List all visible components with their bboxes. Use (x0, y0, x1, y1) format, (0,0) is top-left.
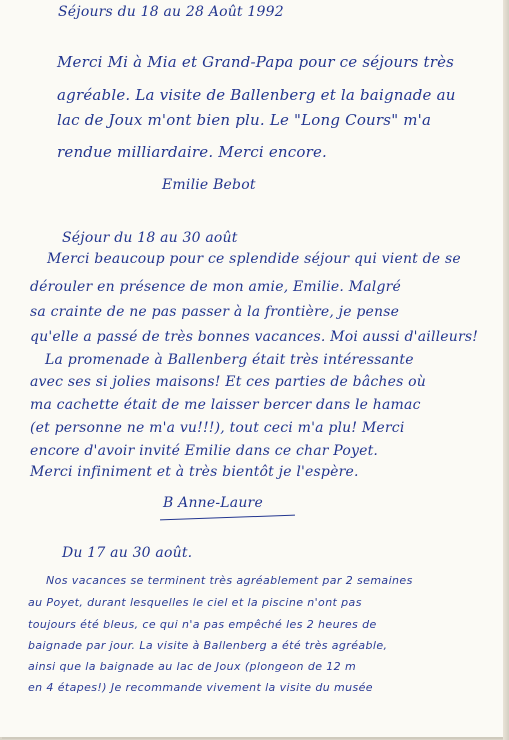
entry-3-line: en 4 étapes!) Je recommande vivement la visite du musée (28, 681, 373, 694)
entry-2-line: dérouler en présence de mon amie, Emilie. Malgré (30, 279, 402, 295)
entry-2-line: sa crainte de ne pas passer à la frontière, je pense (30, 304, 400, 320)
entry-3-line: baignade par jour. La visite à Ballenberg a été très agréable, (28, 639, 388, 652)
entry-3-line: au Poyet, durant lesquelles le ciel et la piscine n'ont pas (28, 596, 362, 609)
entry-3-line: toujours été bleus, ce qui n'a pas empêché les 2 heures de (28, 618, 377, 631)
entry-1-line: Merci Mi à Mia et Grand-Papa pour ce séjours très (57, 53, 455, 71)
entry-3-line: Nos vacances se terminent très agréablement par 2 semaines (46, 574, 413, 587)
entry-2-line: Merci beaucoup pour ce splendide séjour qui vient de se (47, 251, 461, 267)
entry-2-signature: B Anne-Laure (163, 495, 263, 511)
entry-2-heading: Séjour du 18 au 30 août (62, 230, 238, 246)
entry-2-line: avec ses si jolies maisons! Et ces parties de bâches où (30, 374, 426, 390)
entry-2-line: (et personne ne m'a vu!!!), tout ceci m'a plu! Merci (30, 420, 405, 436)
entry-3-line: ainsi que la baignade au lac de Joux (plongeon de 12 m (28, 660, 357, 673)
entry-1-line: lac de Joux m'ont bien plu. Le "Long Cours" m'a (57, 111, 432, 129)
entry-1-line: agréable. La visite de Ballenberg et la baignade au (57, 86, 456, 104)
entry-3-heading: Du 17 au 30 août. (62, 545, 193, 561)
entry-1-line: rendue milliardaire. Merci encore. (57, 143, 328, 161)
entry-2-line: Merci infiniment et à très bientôt je l'espère. (30, 464, 359, 480)
signature-underline (160, 515, 295, 521)
entry-1-heading: Séjours du 18 au 28 Août 1992 (58, 4, 284, 20)
entry-2-line: qu'elle a passé de très bonnes vacances. Moi aussi d'ailleurs! (30, 329, 479, 345)
entry-2-line: La promenade à Ballenberg était très intéressante (45, 352, 414, 368)
entry-2-line: ma cachette était de me laisser bercer dans le hamac (30, 397, 421, 413)
page-edge (503, 0, 509, 740)
entry-2-line: encore d'avoir invité Emilie dans ce char Poyet. (30, 443, 379, 459)
entry-1-signature: Emilie Bebot (162, 177, 256, 193)
